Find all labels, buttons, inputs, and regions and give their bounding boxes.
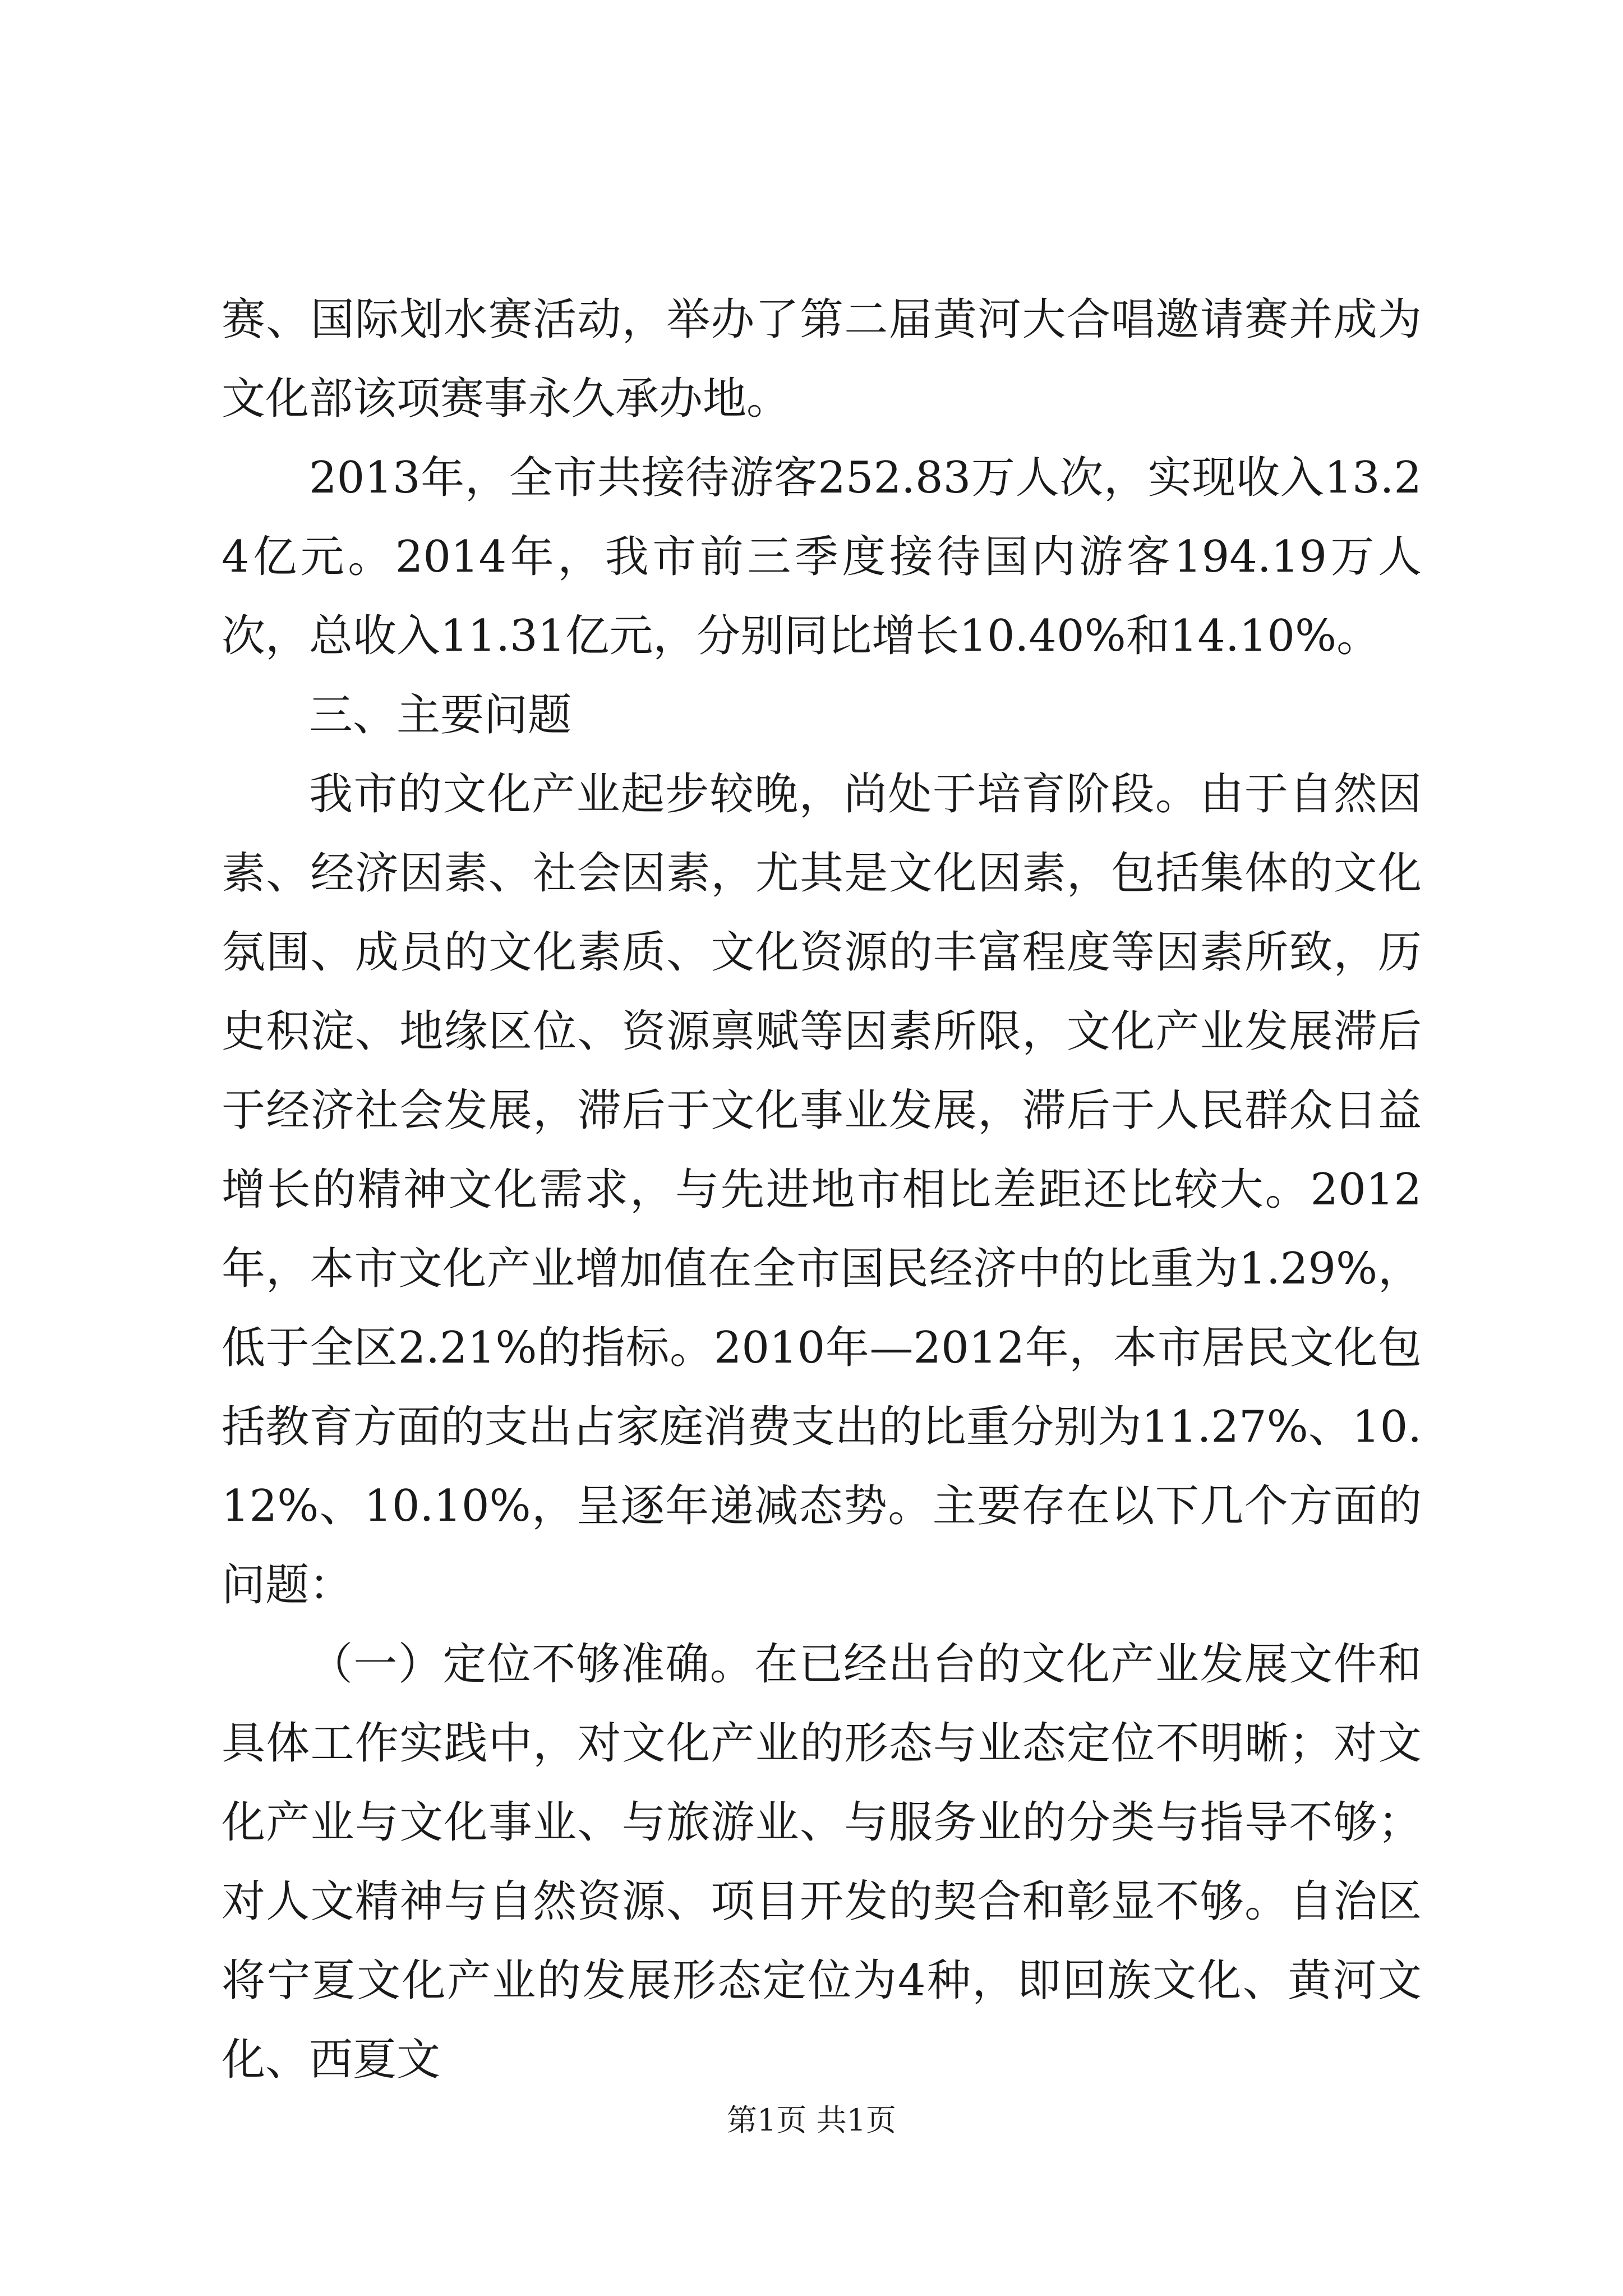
paragraph-industry-overview: 我市的文化产业起步较晚，尚处于培育阶段。由于自然因素、经济因素、社会因素，尤其是文化因素，包括集体的文化氛围、成员的文化素质、文化资源的丰富程度等因素所致，历史积淀、地缘区位、资源禀赋等因素所限，文化产业发展滞后于经济社会发展，滞后于文化事业发展，滞后于人民群众日益增长的精神文化需求，与先进地市相比差距还比较大。2012年，本市文化产业增加值在全市国民经济中的比重为1.29%，低于全区2.21%的指标。2010年—2012年，本市居民文化包括教育方面的支出占家庭消费支出的比重分别为11.27%、10.12%、10.10%，呈逐年递减态势。主要存在以下几个方面的问题： <box>222 769 1422 1611</box>
page-number-label: 第1页 共1页 <box>727 2102 896 2138</box>
paragraph-continuation: 赛、国际划水赛活动，举办了第二届黄河大合唱邀请赛并成为文化部该项赛事永久承办地。 <box>222 295 1422 424</box>
paragraph-tourism-stats: 2013年，全市共接待游客252.83万人次，实现收入13.24亿元。2014年，我市前三季度接待国内游客194.19万人次，总收入11.31亿元，分别同比增长10.40%和14.10%。 <box>222 453 1422 661</box>
paragraph-positioning-issue: （一）定位不够准确。在已经出台的文化产业发展文件和具体工作实践中，对文化产业的形态与业态定位不明晰；对文化产业与文化事业、与旅游业、与服务业的分类与指导不够；对人文精神与自然资源、项目开发的契合和彰显不够。自治区将宁夏文化产业的发展形态定位为4种，即回族文化、黄河文化、西夏文 <box>222 1639 1422 2085</box>
section-heading-main-problems: 三、主要问题 <box>309 690 572 740</box>
document-body <box>222 280 1422 2100</box>
page-footer <box>0 2101 1623 2140</box>
